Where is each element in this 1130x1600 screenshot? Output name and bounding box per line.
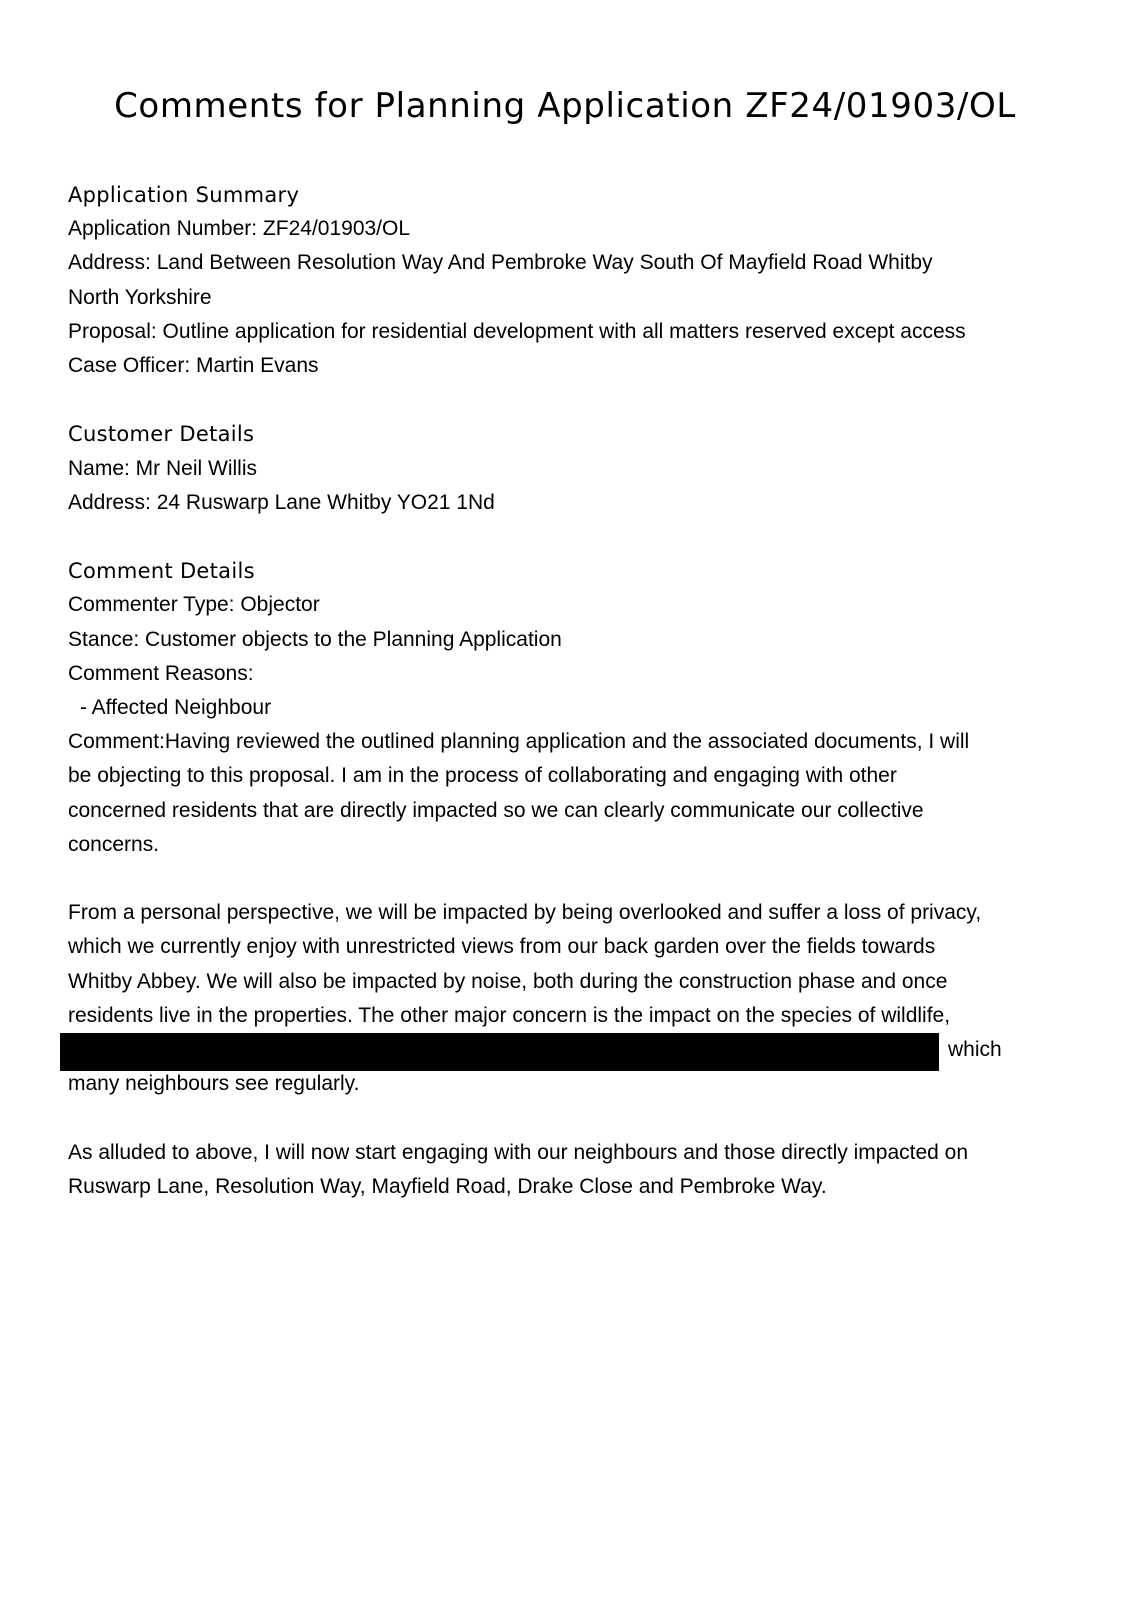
redacted-line (68, 1033, 1078, 1067)
comment-line: Whitby Abbey. We will also be impacted by noise, both during the construction phase and once (68, 969, 948, 993)
section-heading-customer-details: Customer Details (68, 422, 255, 447)
comment-line: concerned residents that are directly impacted so we can clearly communicate our collective (68, 798, 924, 822)
comment-paragraph-3 (68, 1136, 1078, 1204)
spacer (68, 1101, 1078, 1135)
comment-paragraph-1 (68, 725, 1078, 862)
comment-line: As alluded to above, I will now start engaging with our neighbours and those directly impacted on (68, 1140, 969, 1164)
case-officer: Case Officer: Martin Evans (68, 354, 319, 378)
application-number: Application Number: ZF24/01903/OL (68, 217, 411, 241)
customer-details-section (68, 417, 1078, 520)
spacer (68, 862, 1078, 896)
comment-line: Comment:Having reviewed the outlined planning application and the associated documents, I will (68, 730, 970, 754)
comment-reason-item: - Affected Neighbour (80, 696, 272, 720)
section-heading-comment-details: Comment Details (68, 559, 255, 584)
spacer (68, 383, 1078, 417)
document-body (68, 178, 1078, 1204)
comment-line-tail: which (948, 1038, 1002, 1062)
comment-line: be objecting to this proposal. I am in the process of collaborating and engaging with other (68, 764, 897, 788)
comment-line: Ruswarp Lane, Resolution Way, Mayfield Road, Drake Close and Pembroke Way. (68, 1174, 827, 1198)
comment-paragraph-2 (68, 896, 1078, 1101)
commenter-type: Commenter Type: Objector (68, 593, 320, 617)
comment-line: which we currently enjoy with unrestricted views from our back garden over the fields towards (68, 935, 936, 959)
spacer (68, 520, 1078, 554)
stance: Stance: Customer objects to the Planning Application (68, 627, 562, 651)
redaction-bar (60, 1033, 939, 1071)
comment-details-section (68, 554, 1078, 1204)
site-address-line-1: Address: Land Between Resolution Way And Pembroke Way South Of Mayfield Road Whitby (68, 251, 933, 275)
comment-line: many neighbours see regularly. (68, 1072, 360, 1096)
comment-line: residents live in the properties. The other major concern is the impact on the species of wildlife, (68, 1003, 951, 1027)
page-title: Comments for Planning Application ZF24/01903/OL (114, 86, 1016, 126)
proposal: Proposal: Outline application for residential development with all matters reserved except access (68, 319, 966, 343)
comment-line: concerns. (68, 832, 160, 856)
section-heading-application-summary: Application Summary (68, 183, 300, 207)
customer-address: Address: 24 Ruswarp Lane Whitby YO21 1Nd (68, 490, 495, 514)
site-address-line-2: North Yorkshire (68, 285, 212, 309)
comment-reasons-label: Comment Reasons: (68, 661, 254, 685)
customer-name: Name: Mr Neil Willis (68, 456, 257, 480)
application-summary-section (68, 178, 1078, 383)
comment-line: From a personal perspective, we will be impacted by being overlooked and suffer a loss of privacy, (68, 901, 982, 925)
